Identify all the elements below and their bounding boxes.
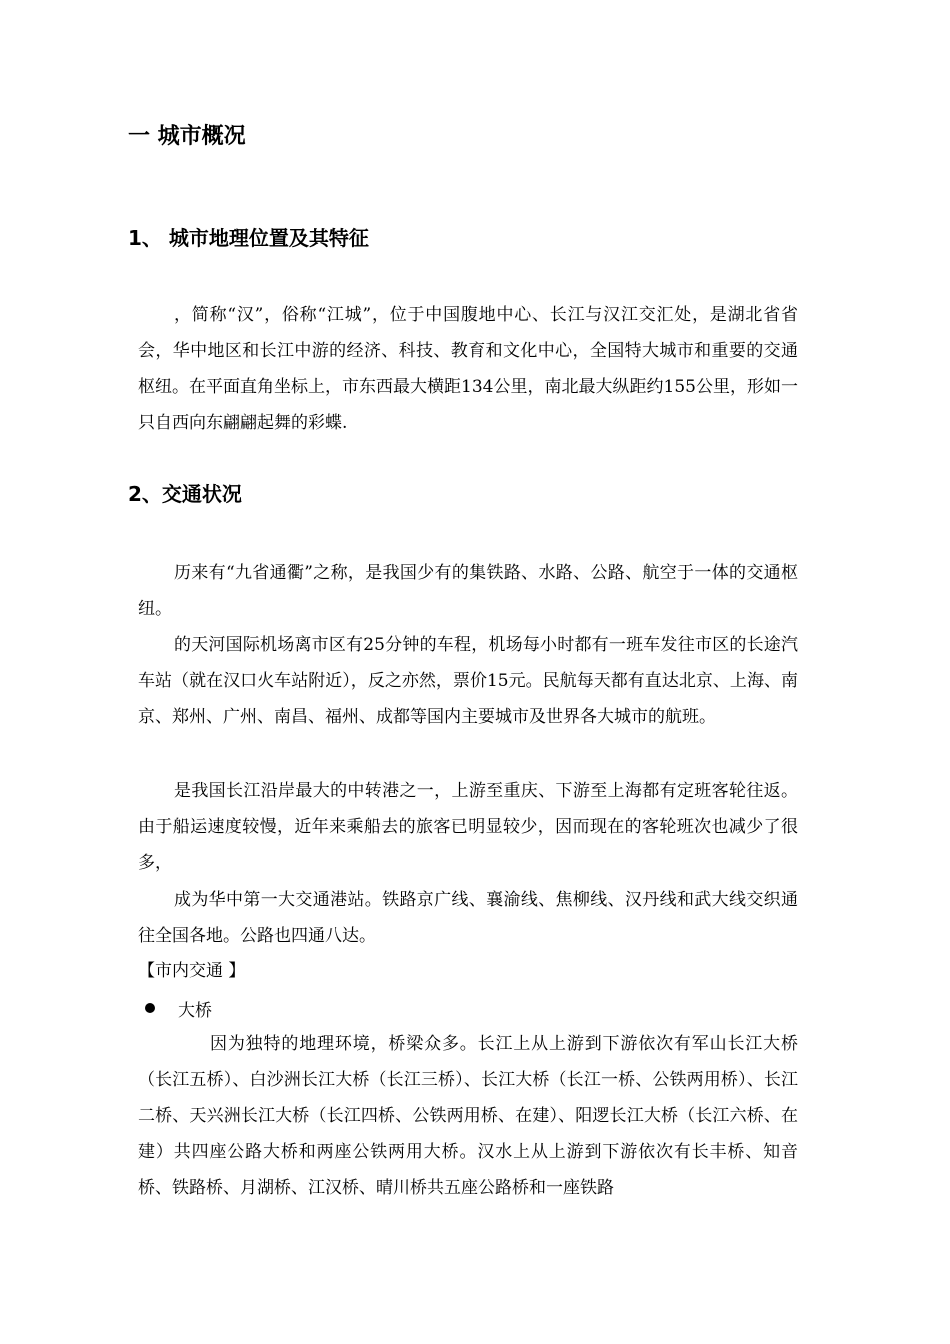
bullet-dot-icon bbox=[145, 1003, 155, 1013]
section2-heading: 2、交通状况 bbox=[128, 482, 242, 506]
section1-heading: 1、 城市地理位置及其特征 bbox=[128, 226, 369, 250]
transport-paragraph-4: 成为华中第一大交通港站。铁路京广线、襄渝线、焦柳线、汉丹线和武大线交织通往全国各地。公路也四通八达。 bbox=[138, 890, 798, 946]
transport-paragraph-2: 的天河国际机场离市区有25分钟的车程，机场每小时都有一班车发往市区的长途汽车站（就在汉口火车站附近），反之亦然，票价15元。民航每天都有直达北京、上海、南京、郑州、广州、南昌、福州、成都等国内主要城市及世界各大城市的航班。 bbox=[138, 635, 798, 727]
bullet-label: 大桥 bbox=[178, 1000, 212, 1021]
bridges-paragraph: 因为独特的地理环境，桥梁众多。长江上从上游到下游依次有军山长江大桥（长江五桥）、白沙洲长江大桥（长江三桥）、长江大桥（长江一桥、公铁两用桥）、长江二桥、天兴洲长江大桥（长江四桥、公铁两用桥、在建）、阳逻长江大桥（长江六桥、在建）共四座公路大桥和两座公铁两用大桥。汉水上从上游到下游依次有长丰桥、知音桥、铁路桥、月湖桥、江汉桥、晴川桥共五座公路桥和一座铁路 bbox=[138, 1034, 798, 1198]
section1-paragraph: ，简称“汉”，俗称“江城”，位于中国腹地中心、长江与汉江交汇处，是湖北省省会，华中地区和长江中游的经济、科技、教育和文化中心，全国特大城市和重要的交通枢纽。在平面直角坐标上，市东西最大横距134公里，南北最大纵距约155公里，形如一只自西向东翩翩起舞的彩蝶. bbox=[138, 305, 798, 433]
transport-paragraph-1: 历来有“九省通衢”之称，是我国少有的集铁路、水路、公路、航空于一体的交通枢纽。 bbox=[138, 563, 798, 619]
city-transport-subheading: 【市内交通 】 bbox=[138, 961, 246, 981]
transport-paragraph-3: 是我国长江沿岸最大的中转港之一，上游至重庆、下游至上海都有定班客轮往返。由于船运速度较慢，近年来乘船去的旅客已明显较少，因而现在的客轮班次也减少了很多， bbox=[138, 781, 798, 873]
main-heading: 一 城市概况 bbox=[128, 124, 246, 149]
bullet-item bbox=[138, 990, 212, 1026]
